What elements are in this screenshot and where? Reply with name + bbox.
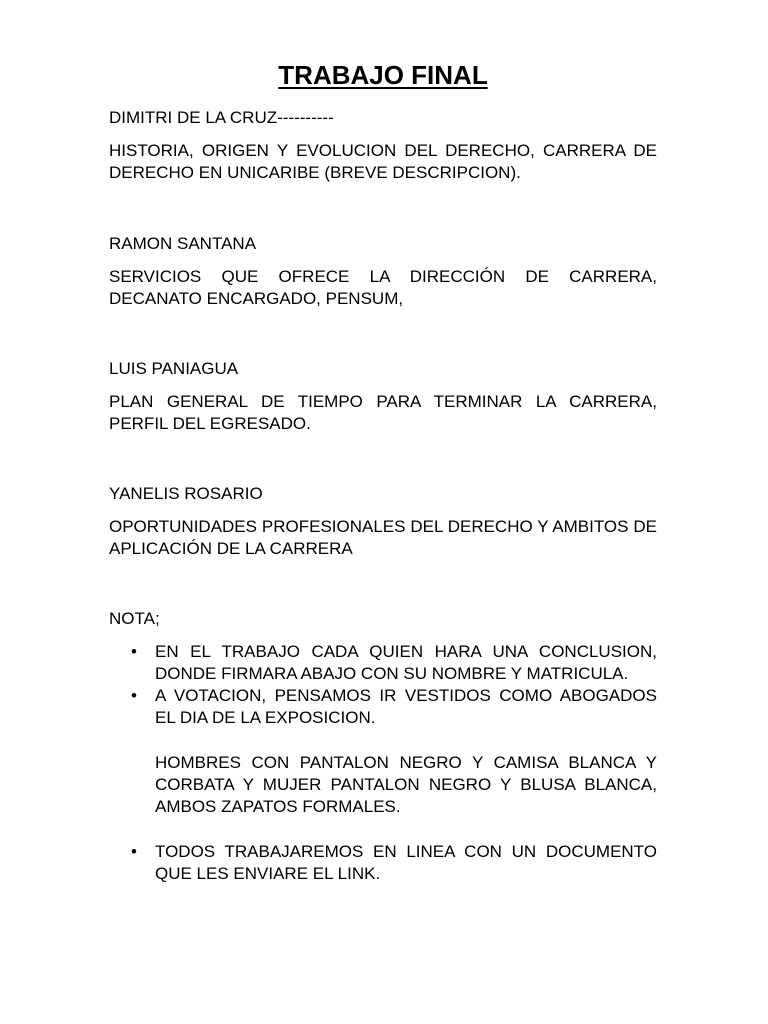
bullet-icon: •: [131, 642, 137, 661]
note-text: A VOTACION, PENSAMOS IR VESTIDOS COMO ABOGADOS EL DIA DE LA EXPOSICION.: [155, 686, 657, 727]
member-topic-dimitri: HISTORIA, ORIGEN Y EVOLUCION DEL DERECHO, CARRERA DE DERECHO EN UNICARIBE (BREVE DESCRIPCION).: [109, 141, 657, 182]
note-text: EN EL TRABAJO CADA QUIEN HARA UNA CONCLUSION, DONDE FIRMARA ABAJO CON SU NOMBRE Y MATRICULA.: [155, 642, 657, 683]
member-name-yanelis: YANELIS ROSARIO: [109, 484, 263, 503]
document-page: [109, 58, 657, 885]
member-topic-luis: PLAN GENERAL DE TIEMPO PARA TERMINAR LA CARRERA, PERFIL DEL EGRESADO.: [109, 392, 657, 433]
document-title: TRABAJO FINAL: [278, 60, 488, 90]
note-item-conclusion: [109, 641, 657, 685]
member-topic-ramon: SERVICIOS QUE OFRECE LA DIRECCIÓN DE CARRERA, DECANATO ENCARGADO, PENSUM,: [109, 267, 657, 308]
notes-list: [109, 641, 657, 885]
note-text: TODOS TRABAJAREMOS EN LINEA CON UN DOCUMENTO QUE LES ENVIARE EL LINK.: [155, 842, 657, 883]
note-label: NOTA;: [109, 609, 160, 628]
member-name-ramon: RAMON SANTANA: [109, 234, 257, 253]
member-name-dimitri: DIMITRI DE LA CRUZ----------: [109, 108, 334, 127]
note-item-online: [109, 841, 657, 885]
bullet-icon: •: [131, 842, 137, 861]
bullet-icon: •: [131, 686, 137, 705]
note-attire-details: HOMBRES CON PANTALON NEGRO Y CAMISA BLANCA Y CORBATA Y MUJER PANTALON NEGRO Y BLUSA BLANCA, AMBOS ZAPATOS FORMALES.: [155, 753, 657, 816]
member-name-luis: LUIS PANIAGUA: [109, 359, 239, 378]
note-item-attire: [109, 685, 657, 818]
member-topic-yanelis: OPORTUNIDADES PROFESIONALES DEL DERECHO Y AMBITOS DE APLICACIÓN DE LA CARRERA: [109, 517, 657, 558]
